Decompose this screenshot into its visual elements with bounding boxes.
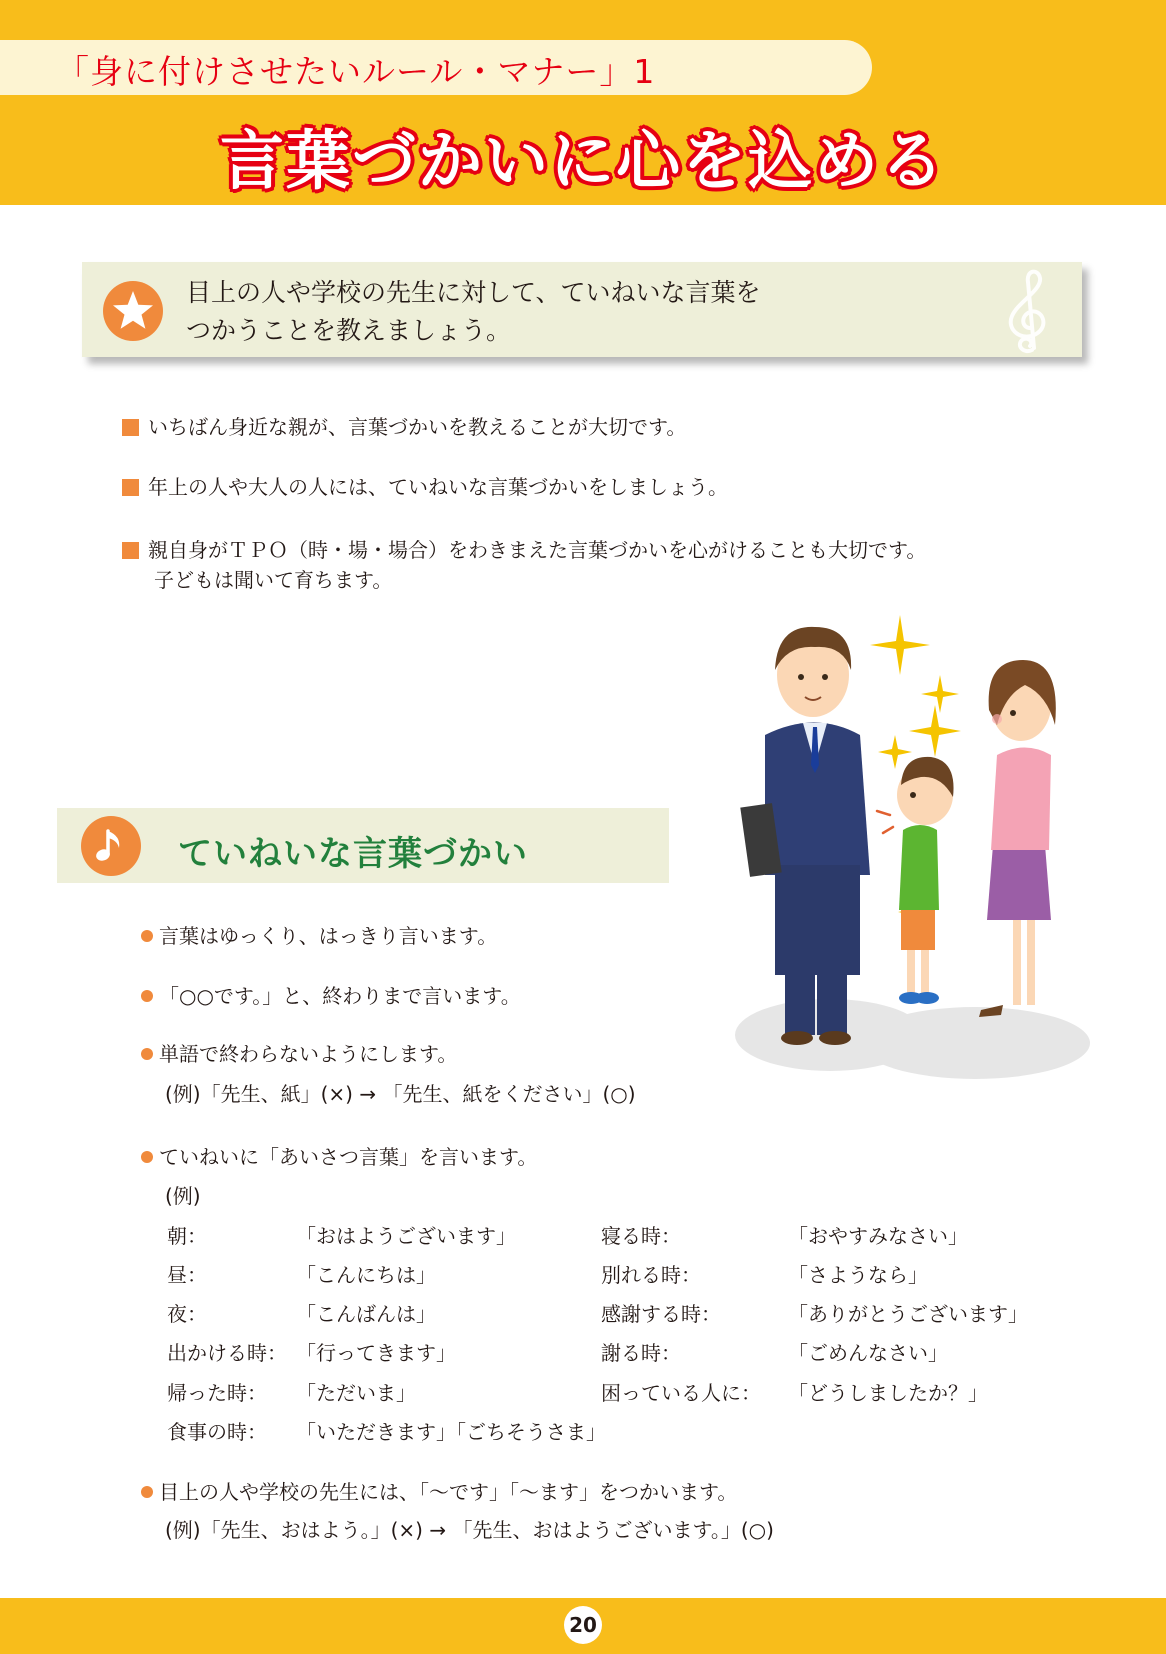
example-line: (例)「先生、紙」(×) → 「先生、紙をください」(○) (165, 1082, 636, 1106)
tip-item: 目上の人や学校の先生には、「～です」「～ます」をつかいます。 (141, 1477, 737, 1507)
greeting-phrase: 「おやすみなさい」 (788, 1224, 968, 1248)
greeting-phrase: 「さようなら」 (788, 1263, 928, 1287)
tip-item: 単語で終わらないようにします。 (141, 1039, 457, 1069)
example-label: (例) (165, 1184, 201, 1208)
key-point-line: 目上の人や学校の先生に対して、ていねいな言葉を (186, 278, 761, 307)
section-title: ていねいな言葉づかい (178, 834, 528, 874)
point-item: 年上の人や大人の人には、ていねいな言葉づかいをしましょう。 (122, 472, 728, 502)
greeting-when: 寝る時： (601, 1224, 681, 1248)
point-item: 親自身がＴＰＯ（時・場・場合）をわきまえた言葉づかいを心がけることも大切です。 子どもは聞いて育ちます。 (122, 535, 926, 595)
greeting-when: 夜： (167, 1302, 207, 1326)
greeting-when: 帰った時： (167, 1381, 267, 1405)
page-number: 20 (564, 1606, 602, 1644)
greeting-when: 出かける時： (167, 1341, 287, 1365)
point-continuation: 子どもは聞いて育ちます。 (154, 568, 393, 592)
point-item: いちばん身近な親が、言葉づかいを教えることが大切です。 (122, 412, 686, 442)
tip-item: ていねいに「あいさつ言葉」を言います。 (141, 1142, 537, 1172)
page-subtitle: 「身に付けさせたいルール・マナー」1 (56, 52, 656, 91)
greeting-phrase: 「行ってきます」 (296, 1341, 456, 1365)
key-point-line: つかうことを教えましょう。 (186, 316, 512, 345)
dot-bullet-icon (141, 1486, 153, 1498)
tip-item: 「○○です。」と、終わりまで言います。 (141, 981, 521, 1011)
greeting-when: 朝： (167, 1224, 207, 1248)
example-line: (例)「先生、おはよう。」(×) → 「先生、おはようございます。」(○) (165, 1518, 774, 1542)
greeting-when: 別れる時： (601, 1263, 701, 1287)
square-bullet-icon (122, 419, 139, 436)
family-teacher-illustration (735, 615, 1095, 1085)
dot-bullet-icon (141, 930, 153, 942)
dot-bullet-icon (141, 1048, 153, 1060)
music-note-icon (81, 816, 141, 876)
greeting-phrase: 「いただきます」「ごちそうさま」 (296, 1420, 606, 1444)
teacher-figure (740, 627, 870, 1045)
greeting-when: 感謝する時： (601, 1302, 721, 1326)
greeting-phrase: 「おはようございます」 (296, 1224, 516, 1248)
page-title: 言葉づかいに心を込める (220, 125, 946, 199)
tip-item: 言葉はゆっくり、はっきり言います。 (141, 921, 497, 951)
square-bullet-icon (122, 479, 139, 496)
treble-clef-icon (988, 262, 1068, 357)
greeting-phrase: 「こんばんは」 (296, 1302, 436, 1326)
square-bullet-icon (122, 542, 139, 559)
greeting-when: 謝る時： (601, 1341, 681, 1365)
dot-bullet-icon (141, 1151, 153, 1163)
greeting-phrase: 「ただいま」 (296, 1381, 416, 1405)
greeting-when: 昼： (167, 1263, 207, 1287)
greeting-phrase: 「どうしましたか？」 (788, 1381, 988, 1405)
mother-figure (979, 660, 1056, 1017)
greeting-phrase: 「ありがとうございます」 (788, 1302, 1028, 1326)
greeting-phrase: 「こんにちは」 (296, 1263, 436, 1287)
greeting-when: 食事の時： (167, 1420, 267, 1444)
star-icon (103, 281, 163, 341)
greeting-when: 困っている人に： (601, 1381, 761, 1405)
dot-bullet-icon (141, 990, 153, 1002)
greeting-phrase: 「ごめんなさい」 (788, 1341, 948, 1365)
child-figure (877, 757, 954, 1004)
key-point-text (186, 274, 761, 350)
